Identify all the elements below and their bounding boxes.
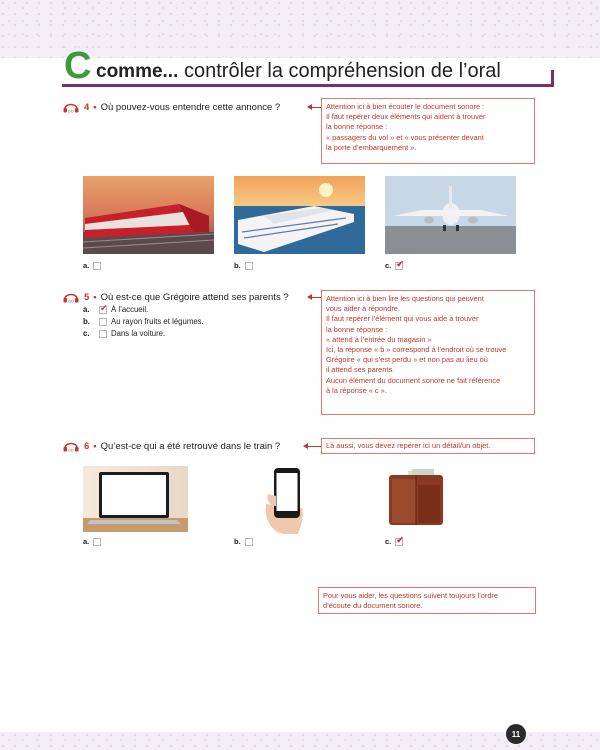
note-line: à la réponse « c ».	[326, 385, 387, 395]
checkbox[interactable]	[93, 262, 101, 270]
note-line: Attention ici à bien écouter le document sonore :	[326, 102, 485, 111]
note-arrow	[311, 297, 321, 298]
option-text: À l’accueil.	[111, 305, 149, 314]
smartphone-image[interactable]	[262, 464, 312, 534]
airplane-image[interactable]	[385, 176, 516, 254]
option-label: b.	[234, 261, 241, 270]
option-label: c.	[83, 329, 90, 338]
note-line: Ici, la réponse « b » correspond à l’endroit où se trouve	[326, 345, 507, 355]
option-label: c.	[385, 537, 392, 546]
heading-underline	[62, 84, 554, 87]
option-c[interactable]	[385, 261, 403, 270]
checkbox[interactable]	[245, 262, 253, 270]
train-image[interactable]	[83, 176, 214, 254]
section-heading	[62, 45, 554, 90]
checkbox[interactable]	[99, 330, 107, 338]
checkbox-checked[interactable]	[395, 262, 403, 270]
note-line: d’écoute du document sonore.	[323, 601, 423, 611]
checkbox-checked[interactable]	[99, 306, 107, 314]
note-q5	[321, 290, 535, 415]
option-a[interactable]	[83, 537, 101, 546]
option-label: b.	[83, 317, 90, 326]
option-label: b.	[234, 537, 241, 546]
headphones-icon	[62, 440, 80, 452]
question-number: 6	[84, 440, 90, 452]
note-arrow	[307, 446, 321, 447]
headphones-icon	[62, 101, 80, 113]
cruise-ship-image[interactable]	[234, 176, 365, 254]
option-label: a.	[83, 305, 90, 314]
section-letter: C	[64, 45, 92, 87]
option-b[interactable]	[234, 261, 253, 270]
heading-end-bar	[551, 70, 554, 87]
note-line: Il faut repérer l’élément qui vous aide à trouver	[326, 314, 479, 324]
option-label: c.	[385, 261, 392, 270]
audio-tag: DO	[68, 109, 74, 113]
note-line: la bonne réponse :	[326, 324, 388, 334]
note-q6	[321, 438, 535, 454]
headphones-icon	[62, 291, 80, 303]
option-b[interactable]	[83, 317, 204, 326]
bullet: •	[93, 440, 97, 452]
note-line: la bonne réponse :	[326, 122, 388, 132]
option-label: a.	[83, 261, 90, 270]
footer-note	[318, 587, 536, 614]
page-number: 11	[506, 724, 526, 744]
option-b[interactable]	[234, 537, 253, 546]
checkbox[interactable]	[93, 538, 101, 546]
option-text: Dans la voiture.	[111, 329, 166, 338]
note-line: il attend ses parents.	[326, 365, 395, 375]
question-number: 5	[84, 291, 90, 303]
note-q4	[321, 98, 535, 164]
note-arrow	[311, 107, 321, 108]
laptop-image[interactable]	[83, 466, 188, 532]
note-line: la porte d’embarquement ».	[326, 142, 417, 152]
question-4	[62, 101, 280, 113]
option-c[interactable]	[83, 329, 165, 338]
note-line: Grégoire « qui s’est perdu » et non pas au lieu où	[326, 355, 488, 365]
section-comme: comme...	[96, 61, 179, 82]
option-text: Au rayon fruits et légumes.	[111, 317, 204, 326]
note-line: « passagers du vol » et « vous présenter devant	[326, 132, 484, 142]
note-line: vous aider à répondre.	[326, 304, 400, 314]
checkbox[interactable]	[99, 318, 107, 326]
question-number: 4	[84, 101, 90, 113]
checkbox[interactable]	[245, 538, 253, 546]
note-line: Pour vous aider, les questions suivent toujours l’ordre	[323, 591, 499, 600]
section-title: contrôler la compréhension de l’oral	[184, 60, 501, 82]
checkbox-checked[interactable]	[395, 538, 403, 546]
note-line: Là aussi, vous devez repérer ici un détail/un objet.	[326, 441, 491, 450]
note-line: Il faut repérer deux éléments qui aident à trouver	[326, 112, 486, 122]
question-text: Qu’est-ce qui a été retrouvé dans le train ?	[100, 440, 281, 452]
question-5	[62, 291, 289, 303]
audio-tag: DO	[68, 299, 74, 303]
question-text: Où pouvez-vous entendre cette annonce ?	[100, 101, 281, 113]
option-a[interactable]	[83, 261, 101, 270]
bullet: •	[93, 101, 97, 113]
bullet: •	[93, 291, 97, 303]
note-line: Attention ici à bien lire les questions qui peuvent	[326, 294, 484, 303]
option-label: a.	[83, 537, 90, 546]
question-6	[62, 440, 280, 452]
option-c[interactable]	[385, 537, 403, 546]
option-a[interactable]	[83, 305, 148, 314]
audio-tag: DO	[68, 448, 74, 452]
note-line: Aucun élément du document sonore ne fait référence	[326, 375, 501, 385]
question-text: Où est-ce que Grégoire attend ses parents ?	[100, 291, 289, 303]
wallet-image[interactable]	[386, 465, 446, 531]
note-line: « attend à l’entrée du magasin »	[326, 334, 432, 344]
